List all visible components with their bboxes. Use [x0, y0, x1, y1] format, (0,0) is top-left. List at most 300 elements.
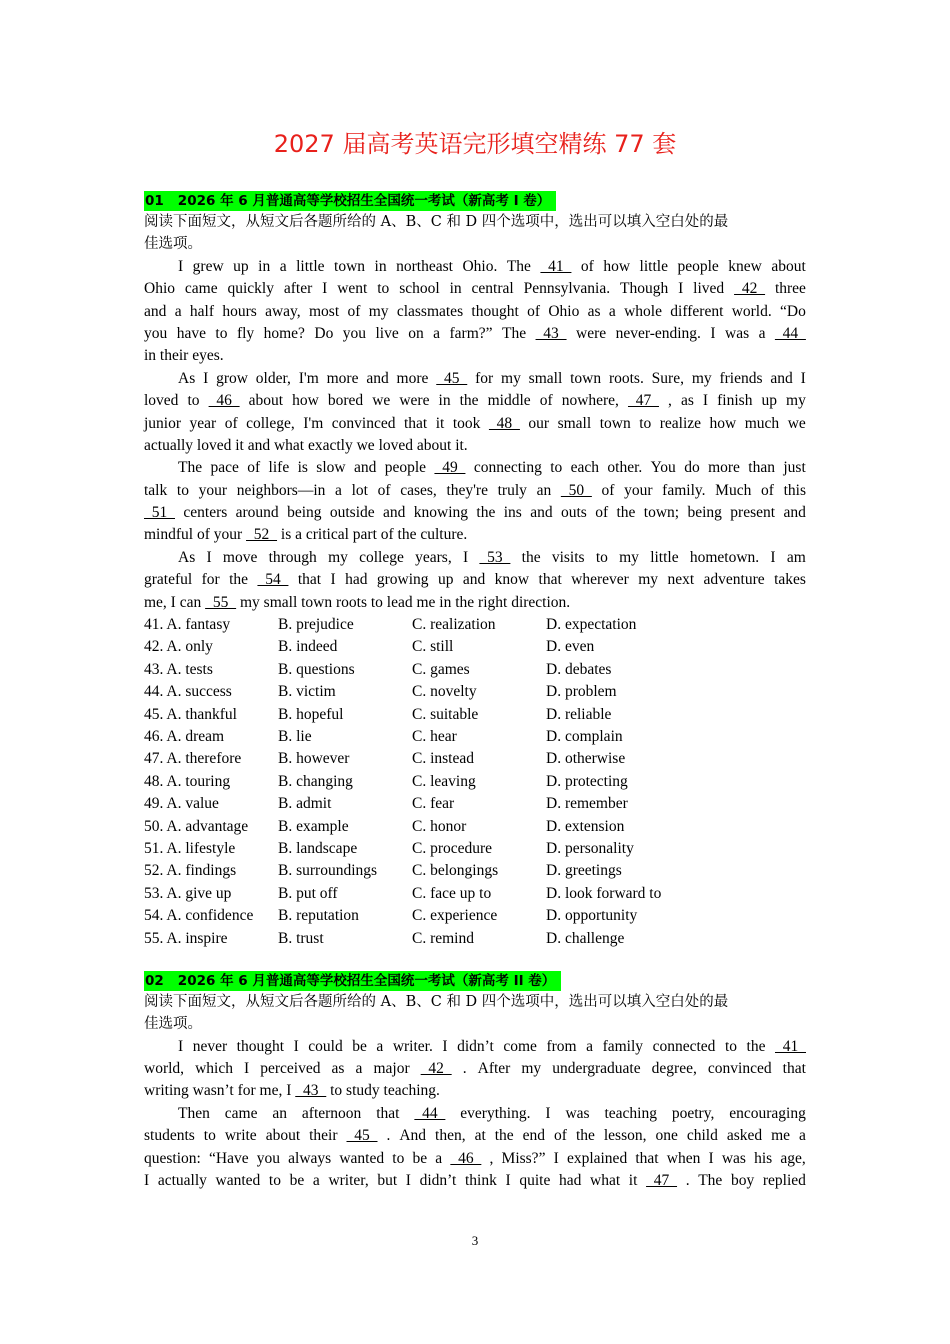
passage-text: actually	[157, 1172, 207, 1190]
passage-text: and	[353, 459, 377, 477]
passage-text: I	[800, 369, 806, 387]
passage-text: to	[203, 1127, 216, 1145]
option-choice: C. leaving	[412, 772, 476, 790]
passage-text: always	[288, 1149, 332, 1167]
passage-text: neighbors—in	[236, 481, 326, 499]
passage-text: a	[758, 324, 766, 342]
passage-text: when	[666, 1149, 701, 1167]
passage-text: I	[770, 548, 776, 566]
passage-text: up	[233, 257, 249, 275]
option-choice: B. landscape	[278, 839, 358, 857]
option-choice: B. indeed	[278, 638, 338, 656]
passage-text: connected	[652, 1037, 716, 1055]
option-choice: B. admit	[278, 795, 332, 813]
passage-text: loved	[144, 392, 179, 410]
passage-text: I	[708, 1149, 714, 1167]
passage-text: I	[178, 1037, 184, 1055]
passage-text: “Have	[209, 1149, 249, 1167]
passage-text: that	[782, 1060, 806, 1078]
section-heading-text: 2026 年 6 月普通高等学校招生全国统一考试（新高考 II 卷）	[177, 972, 556, 989]
passage-text: could	[308, 1037, 343, 1055]
passage-text: and	[383, 504, 406, 522]
answer-blank: 48	[488, 414, 520, 432]
passage-text: which	[195, 1060, 233, 1078]
passage-text: an	[536, 481, 552, 499]
passage-text: next	[667, 571, 695, 589]
passage-text: whole	[624, 302, 662, 320]
answer-blank: 41	[775, 1037, 806, 1055]
passage-text: more	[326, 369, 359, 387]
passage-text: my	[501, 369, 521, 387]
passage-text: and	[530, 504, 553, 522]
passage-text: After	[477, 1060, 511, 1078]
passage-text: truly	[497, 481, 527, 499]
passage-line	[144, 502, 806, 524]
passage-text: growing	[376, 571, 429, 589]
passage-text: of	[224, 414, 238, 432]
passage-text: teaching	[604, 1104, 657, 1122]
passage-text: live	[375, 324, 399, 342]
passage-line	[144, 1036, 806, 1058]
passage-line	[144, 1058, 806, 1080]
question-section	[144, 191, 806, 950]
passage-text: cases,	[400, 481, 437, 499]
passage-text: your	[198, 481, 228, 499]
passage-text: writing wasn’t for me, I	[144, 1082, 296, 1100]
passage-text: family	[602, 1037, 644, 1055]
passage-text: then,	[435, 1127, 466, 1145]
passage-text: ins	[503, 504, 522, 522]
passage-text: As	[178, 369, 196, 387]
passage-text: .	[462, 1060, 467, 1078]
passage-text: went	[337, 280, 368, 298]
passage-text: thought	[236, 1037, 285, 1055]
option-row	[144, 928, 806, 950]
option-choice: C. games	[412, 660, 470, 678]
passage-line	[144, 278, 806, 300]
passage-line	[144, 524, 806, 546]
passage-text: hours	[222, 302, 257, 320]
passage-text: we	[787, 414, 806, 432]
option-choice: 44. A. success	[144, 683, 232, 701]
passage-text: our	[528, 414, 550, 432]
document-body	[144, 191, 806, 1192]
passage-text: move	[222, 548, 258, 566]
passage-text: encouraging	[729, 1104, 806, 1122]
passage-text: a	[279, 257, 287, 275]
option-row	[144, 816, 806, 838]
passage-text: wanted	[339, 1149, 385, 1167]
passage-text: degree,	[651, 1060, 697, 1078]
passage-text: present	[730, 504, 776, 522]
option-choice: B. lie	[278, 727, 312, 745]
option-choice: D. debates	[546, 660, 612, 678]
option-choice: C. face up to	[412, 884, 492, 902]
passage-text: that	[376, 1104, 400, 1122]
passage-text: from	[546, 1037, 577, 1055]
passage-text: on	[408, 324, 424, 342]
passage-text: Sure,	[651, 369, 684, 387]
passage-text: to	[550, 459, 563, 477]
option-choice: D. expectation	[546, 616, 637, 634]
option-choice: 45. A. thankful	[144, 705, 237, 723]
passage-text: college,	[246, 414, 295, 432]
passage-text: actually loved it and what exactly we loved about it.	[144, 436, 468, 454]
passage-text: boy	[730, 1172, 755, 1190]
option-choice: 55. A. inspire	[144, 929, 228, 947]
passage-text: finish	[717, 392, 753, 410]
passage-text: had	[345, 571, 368, 589]
passage-text: how	[709, 414, 737, 432]
passage-line	[144, 413, 806, 435]
passage-text: was	[721, 1149, 746, 1167]
passage-text: a	[376, 1037, 384, 1055]
passage-text: after	[283, 280, 313, 298]
passage-text: knew	[728, 257, 762, 275]
passage-line	[144, 569, 806, 591]
passage-text: to	[392, 1149, 405, 1167]
passage-text: come	[503, 1037, 537, 1055]
passage-line	[144, 1080, 806, 1102]
passage-text: You	[650, 459, 676, 477]
passage-text: away,	[265, 302, 301, 320]
passage-text: different	[670, 302, 724, 320]
passage-text: life	[268, 459, 290, 477]
passage-text: older,	[255, 369, 291, 387]
passage-text: major	[373, 1060, 410, 1078]
option-choice: C. hear	[412, 727, 457, 745]
passage-text: do	[684, 459, 700, 477]
passage-text: quickly	[227, 280, 274, 298]
passage-text: I'm	[303, 414, 324, 432]
passage-text: outs	[560, 504, 587, 522]
passage-text: And	[399, 1127, 427, 1145]
passage-text: up	[761, 392, 777, 410]
option-choice: 47. A. therefore	[144, 750, 242, 768]
passage-text: of	[601, 481, 615, 499]
option-choice: B. questions	[278, 660, 355, 678]
passage-line	[144, 256, 806, 278]
passage-text: I	[545, 1104, 551, 1122]
section-heading-row	[144, 191, 806, 211]
passage-text: and	[366, 369, 389, 387]
passage-text: were	[576, 324, 607, 342]
passage-text: to	[215, 324, 228, 342]
option-choice: C. still	[412, 638, 454, 656]
passage-text: little	[639, 257, 668, 275]
passage-text: the	[616, 504, 636, 522]
passage-text: have	[176, 324, 206, 342]
passage-text: asked	[726, 1127, 763, 1145]
option-choice: D. problem	[546, 683, 617, 701]
answer-blank: 42	[420, 1060, 452, 1078]
option-choice: B. prejudice	[278, 616, 354, 634]
passage-text: town;	[643, 504, 680, 522]
passage-text: to	[176, 481, 189, 499]
passage-line	[144, 457, 806, 479]
passage-text: how	[292, 392, 319, 410]
passage-text: my	[638, 571, 659, 589]
passage-text: you	[144, 324, 168, 342]
passage-text: visits	[551, 548, 585, 566]
option-choice: D. extension	[546, 817, 625, 835]
passage-text: small	[528, 369, 563, 387]
passage-text: me	[771, 1127, 791, 1145]
option-choice: D. personality	[546, 839, 634, 857]
passage-line	[144, 323, 806, 345]
passage-text: adventure	[703, 571, 765, 589]
option-choice: D. look forward to	[546, 884, 662, 902]
option-choice: C. experience	[412, 907, 498, 925]
passage-text: think	[465, 1172, 497, 1190]
passage-text: I	[553, 1149, 559, 1167]
passage-text: my	[786, 392, 806, 410]
passage-text: pace	[210, 459, 239, 477]
passage-text: never-ending.	[615, 324, 701, 342]
option-choice: D. otherwise	[546, 750, 626, 768]
option-choice: D. protecting	[546, 772, 628, 790]
passage-text: more	[708, 459, 740, 477]
passage-text: to study teaching.	[326, 1082, 440, 1100]
option-choice: 51. A. lifestyle	[144, 839, 236, 857]
passage-text: I	[678, 280, 684, 298]
option-row	[144, 659, 806, 681]
answer-blank: 43	[535, 324, 567, 342]
passage-text: one	[655, 1127, 678, 1145]
passage-text: know	[494, 571, 530, 589]
option-choice: B. victim	[278, 683, 336, 701]
passage-text: that	[635, 1149, 659, 1167]
passage-text: .	[386, 1127, 391, 1145]
option-choice: 53. A. give up	[144, 884, 232, 902]
section-number: 02	[145, 972, 164, 989]
option-row	[144, 771, 806, 793]
option-choice: C. realization	[412, 616, 496, 634]
option-row	[144, 704, 806, 726]
instruction-line: 佳选项。	[144, 236, 202, 253]
passage-text: my	[368, 302, 389, 320]
passage-text: lesson,	[603, 1127, 647, 1145]
passage-text: up	[437, 571, 454, 589]
passage-text: I	[206, 548, 212, 566]
passage-text: around	[235, 504, 279, 522]
option-choice: D. opportunity	[546, 907, 638, 925]
passage-text: were	[399, 392, 430, 410]
passage-text: little	[650, 548, 679, 566]
option-choice: C. fear	[412, 795, 455, 813]
passage-text: and	[770, 369, 793, 387]
option-choice: D. challenge	[546, 929, 625, 947]
passage-text: about	[265, 1127, 301, 1145]
passage-text: classmates	[396, 302, 464, 320]
passage-text: my	[691, 369, 712, 387]
passage-text: of	[377, 481, 391, 499]
passage-text: afternoon	[301, 1104, 362, 1122]
option-row	[144, 793, 806, 815]
passage-text: how	[603, 257, 631, 275]
passage-text: half	[189, 302, 215, 320]
passage-text: As	[178, 548, 196, 566]
passage-text: my	[328, 548, 348, 566]
passage-text: in	[449, 280, 462, 298]
passage-text: lived	[693, 280, 725, 298]
passage-text: was	[565, 1104, 590, 1122]
passage-text: me, I can	[144, 593, 206, 611]
option-choice: 41. A. fantasy	[144, 616, 231, 634]
passage-text: and	[144, 302, 167, 320]
instruction-line: 佳选项。	[144, 1016, 202, 1033]
passage-text: it	[628, 1172, 638, 1190]
option-row	[144, 905, 806, 927]
passage-text: I	[144, 1172, 150, 1190]
answer-blank: 46	[450, 1149, 482, 1167]
passage-text: but	[377, 1172, 398, 1190]
passage-text: was	[725, 324, 750, 342]
passage-text: The	[506, 257, 531, 275]
answer-blank: 49	[434, 459, 466, 477]
passage-text: Ohio.	[462, 257, 498, 275]
option-row	[144, 681, 806, 703]
passage-text: as	[587, 302, 601, 320]
passage-text: is	[297, 459, 308, 477]
passage-text: through	[268, 548, 317, 566]
passage-text: I	[505, 1172, 511, 1190]
passage-text: farm?”	[449, 324, 493, 342]
passage-text: three	[774, 280, 806, 298]
passage-text: the	[494, 1127, 514, 1145]
option-choice: B. surroundings	[278, 862, 378, 880]
passage-text: I	[710, 324, 716, 342]
passage-text: wanted	[215, 1172, 261, 1190]
answer-blank: 50	[560, 481, 592, 499]
passage-text: the	[229, 571, 249, 589]
passage-text: as	[331, 1060, 345, 1078]
passage-text: you	[342, 324, 367, 342]
option-choice: B. trust	[278, 929, 324, 947]
passage-text: Much	[715, 481, 752, 499]
answer-blank: 51	[144, 504, 175, 522]
passage-text: people	[384, 459, 427, 477]
answer-blank: 47	[646, 1172, 678, 1190]
passage-text: that	[538, 571, 562, 589]
passage-text: more	[396, 369, 429, 387]
passage-text: I	[405, 1172, 411, 1190]
passage-text: grew	[192, 257, 224, 275]
passage-text: the	[746, 1037, 766, 1055]
passage-text: my	[619, 548, 639, 566]
passage-text: students	[144, 1127, 195, 1145]
passage-line	[144, 435, 806, 457]
passage-text: year	[189, 414, 217, 432]
passage-text: convinced	[707, 1060, 772, 1078]
passage-text: I	[442, 1037, 448, 1055]
answer-blank: 52	[246, 526, 278, 544]
passage-text: the	[476, 504, 496, 522]
passage-text: of	[580, 257, 594, 275]
passage-text: we	[372, 392, 391, 410]
passage-text: ,	[489, 1149, 494, 1167]
passage-text: perceived	[260, 1060, 321, 1078]
passage-text: a	[586, 1037, 594, 1055]
passage-text: that	[403, 414, 428, 432]
option-choice: 43. A. tests	[144, 660, 213, 678]
passage-text: writer.	[392, 1037, 433, 1055]
passage-text: I	[203, 369, 209, 387]
passage-text: years,	[415, 548, 452, 566]
passage-text: you	[256, 1149, 280, 1167]
answer-blank: 53	[479, 548, 511, 566]
passage-text: convinced	[331, 414, 396, 432]
passage-text: of	[539, 392, 553, 410]
passage-text: bored	[327, 392, 364, 410]
passage-text: of	[247, 459, 261, 477]
passage-text: at	[474, 1127, 486, 1145]
answer-blank: 41	[540, 257, 572, 275]
passage-text: and	[783, 504, 806, 522]
passage-text: didn’t	[419, 1172, 457, 1190]
passage-line	[144, 390, 806, 412]
option-choice: B. reputation	[278, 907, 359, 925]
passage-line	[144, 345, 806, 367]
passage-text: his	[754, 1149, 773, 1167]
passage-text: slow	[316, 459, 346, 477]
passage-text: my	[521, 1060, 542, 1078]
passage-text: “Do	[780, 302, 806, 320]
passage-text: family.	[662, 481, 706, 499]
passage-text: being	[687, 504, 722, 522]
passage-text: age,	[780, 1149, 806, 1167]
passage-text: connecting	[473, 459, 542, 477]
option-choice: B. hopeful	[278, 705, 344, 723]
passage-text: other.	[607, 459, 643, 477]
answer-blank: 46	[208, 392, 240, 410]
passage-text: Do	[314, 324, 334, 342]
section-heading-row	[144, 971, 806, 991]
passage-text: Ohio	[548, 302, 580, 320]
passage-text: the	[459, 392, 479, 410]
option-choice: D. remember	[546, 795, 628, 813]
passage-text: write	[224, 1127, 257, 1145]
passage-text: .	[685, 1172, 690, 1190]
passage-text: lot	[351, 481, 368, 499]
passage-text: knowing	[413, 504, 469, 522]
option-row	[144, 614, 806, 636]
passage-text: replied	[762, 1172, 806, 1190]
passage-text: their	[309, 1127, 338, 1145]
answer-blank: 44	[774, 324, 806, 342]
passage-text: grateful	[144, 571, 193, 589]
passage-text: thought	[471, 302, 519, 320]
option-choice: 46. A. dream	[144, 727, 225, 745]
option-choice: B. put off	[278, 884, 338, 902]
option-choice: C. procedure	[412, 839, 493, 857]
passage-text: friends	[719, 369, 763, 387]
passage-text: I	[462, 548, 469, 566]
passage-text: outside	[329, 504, 375, 522]
option-row	[144, 883, 806, 905]
option-choice: 50. A. advantage	[144, 817, 249, 835]
passage-text: quite	[519, 1172, 551, 1190]
passage-text: a	[799, 1127, 806, 1145]
passage-line	[144, 1148, 806, 1170]
passage-text: I	[293, 1037, 299, 1055]
passage-text: grow	[216, 369, 248, 387]
option-choice: 42. A. only	[144, 638, 213, 656]
instruction-line: 阅读下面短文，从短文后各题所给的 A、B、C 和 D 四个选项中，选出可以填入空白处的最	[144, 214, 729, 230]
passage-text: everything.	[460, 1104, 531, 1122]
option-row	[144, 838, 806, 860]
passage-text: that	[297, 571, 322, 589]
